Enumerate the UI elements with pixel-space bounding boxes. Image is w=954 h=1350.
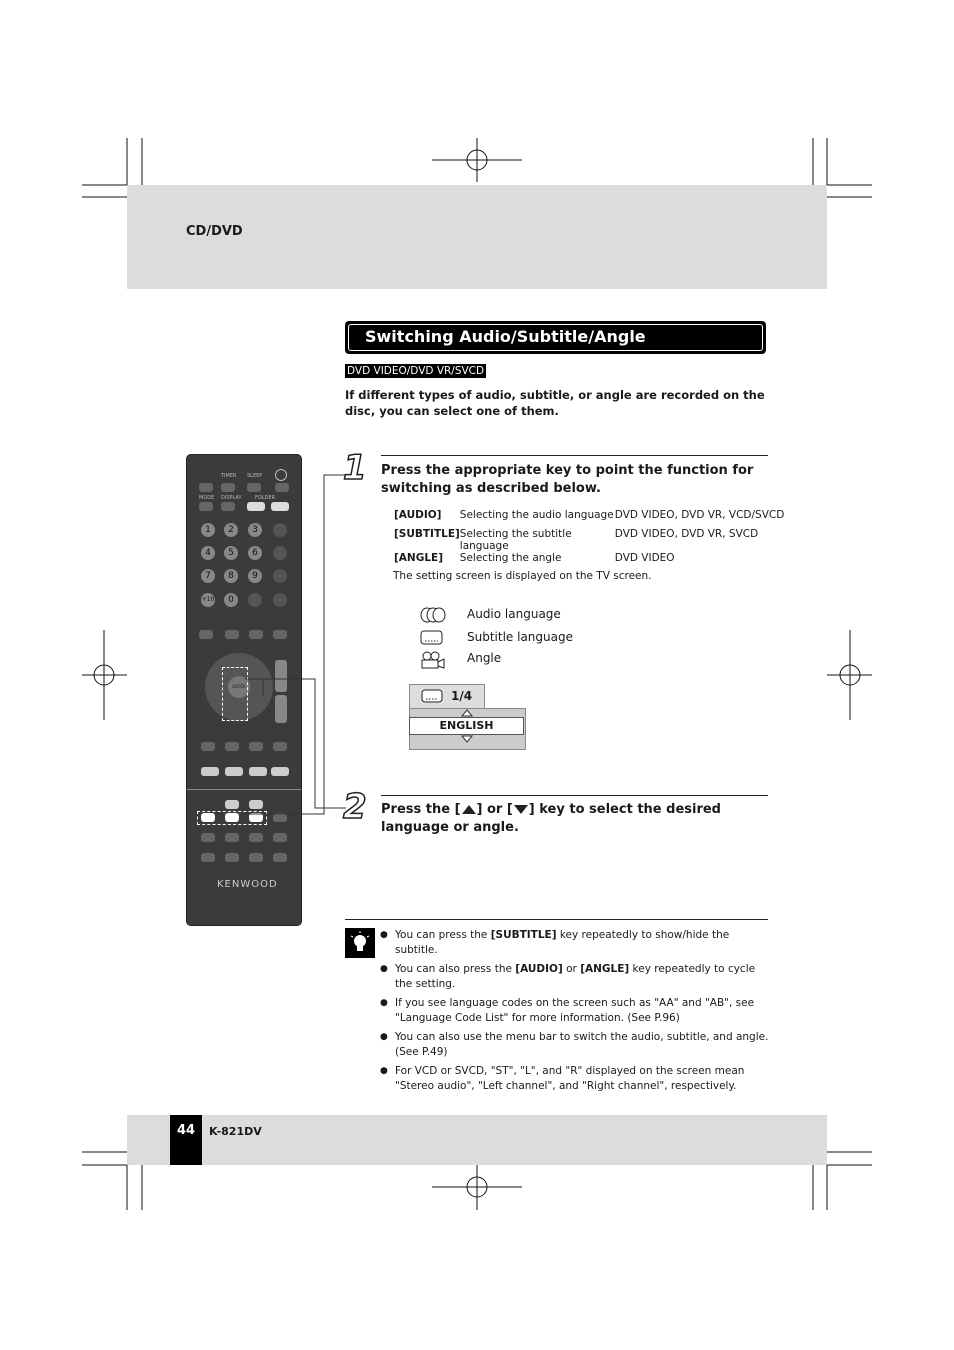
- key-applies: DVD VIDEO, DVD VR, VCD/SVCD: [614, 509, 785, 521]
- intro-text: If different types of audio, subtitle, or angle are recorded on the disc, you can select one of them.: [345, 388, 765, 418]
- down-arrow-icon: [461, 735, 473, 743]
- osd-counter: 1/4: [451, 689, 473, 703]
- up-key-icon: [461, 804, 477, 815]
- tip-item: ● You can also use the menu bar to switch the audio, subtitle, and angle. (See P.49): [380, 1030, 770, 1060]
- key-angle: [ANGLE]: [394, 552, 443, 564]
- tips-list: [380, 928, 770, 1098]
- step2-text-pre: Press the [: [381, 802, 461, 817]
- section-title: Switching Audio/Subtitle/Angle: [365, 327, 646, 346]
- footer-band: [127, 1115, 827, 1165]
- remote-label-display: DISPLAY: [221, 495, 242, 501]
- legend-subtitle-label: Subtitle language: [467, 630, 573, 644]
- subtitle-icon: [421, 689, 443, 704]
- key-desc: Selecting the audio language: [459, 509, 614, 521]
- down-key-icon: [513, 804, 529, 815]
- step2-text-post: ] key to select the desired language or angle.: [381, 802, 721, 835]
- angle-camera-icon: [420, 651, 446, 669]
- remote-label-timer: TIMER: [221, 473, 237, 479]
- table-row: [394, 509, 784, 528]
- key-function-table: [394, 509, 784, 571]
- legend-angle-label: Angle: [467, 651, 502, 665]
- subtitle-icon: [420, 630, 444, 646]
- legend-audio: [420, 607, 561, 626]
- osd-illustration: [409, 684, 525, 750]
- format-tag: DVD VIDEO/DVD VR/SVCD: [347, 365, 485, 377]
- step2-text-mid: ] or [: [476, 802, 513, 817]
- step2-number: 2: [343, 787, 367, 827]
- key-subtitle: [SUBTITLE]: [394, 528, 460, 540]
- tip-item: ● You can also press the [AUDIO] or [ANGLE] key repeatedly to cycle the setting.: [380, 962, 770, 992]
- tip-item: ● For VCD or SVCD, "ST", "L", and "R" displayed on the screen mean "Stereo audio", "Left channel", and "Right channel", respectively.: [380, 1064, 770, 1094]
- remote-label-folder: FOLDER: [255, 495, 276, 501]
- key-desc: Selecting the subtitle language: [459, 528, 572, 552]
- key-audio: [AUDIO]: [394, 509, 442, 521]
- lightbulb-icon: [345, 928, 375, 958]
- osd-value: ENGLISH: [409, 717, 524, 735]
- table-row: [394, 552, 784, 571]
- table-row: [394, 528, 784, 552]
- key-applies: DVD VIDEO: [614, 552, 675, 564]
- enter-button: ENTER: [228, 676, 250, 698]
- section-label: CD/DVD: [186, 224, 243, 239]
- step1-number: 1: [343, 448, 367, 488]
- tips-rule: [345, 919, 768, 920]
- legend-subtitle: [420, 630, 573, 649]
- remote-label-sleep: SLEEP: [247, 473, 263, 479]
- up-arrow-icon: [461, 709, 473, 717]
- tip-item: ● If you see language codes on the screen such as "AA" and "AB", see "Language Code List" for more information. (See P.96): [380, 996, 770, 1026]
- remote-control-illustration: TIMER SLEEP MODE DISPLAY FOLDER 1 2 3 4 5 6 7 8 9 +10 0 ENTER KENWOOD: [186, 454, 302, 926]
- remote-brand: KENWOOD: [217, 879, 278, 890]
- remote-label-mode: MODE: [199, 495, 215, 501]
- page-number: 44: [170, 1115, 202, 1165]
- tip-item: ● You can press the [SUBTITLE] key repeatedly to show/hide the subtitle.: [380, 928, 770, 958]
- legend-audio-label: Audio language: [467, 607, 561, 621]
- key-applies: DVD VIDEO, DVD VR, SVCD: [614, 528, 759, 540]
- audio-language-icon: [420, 607, 446, 623]
- step2-rule: [381, 795, 768, 796]
- key-desc: Selecting the angle: [459, 552, 562, 564]
- setting-screen-note: The setting screen is displayed on the TV screen.: [393, 570, 652, 582]
- step1-text: Press the appropriate key to point the function for switching as described below.: [381, 463, 754, 496]
- step2-text: [381, 801, 771, 837]
- step1-rule: [381, 455, 768, 456]
- model-name: K-821DV: [209, 1125, 262, 1138]
- legend-angle: [420, 651, 502, 672]
